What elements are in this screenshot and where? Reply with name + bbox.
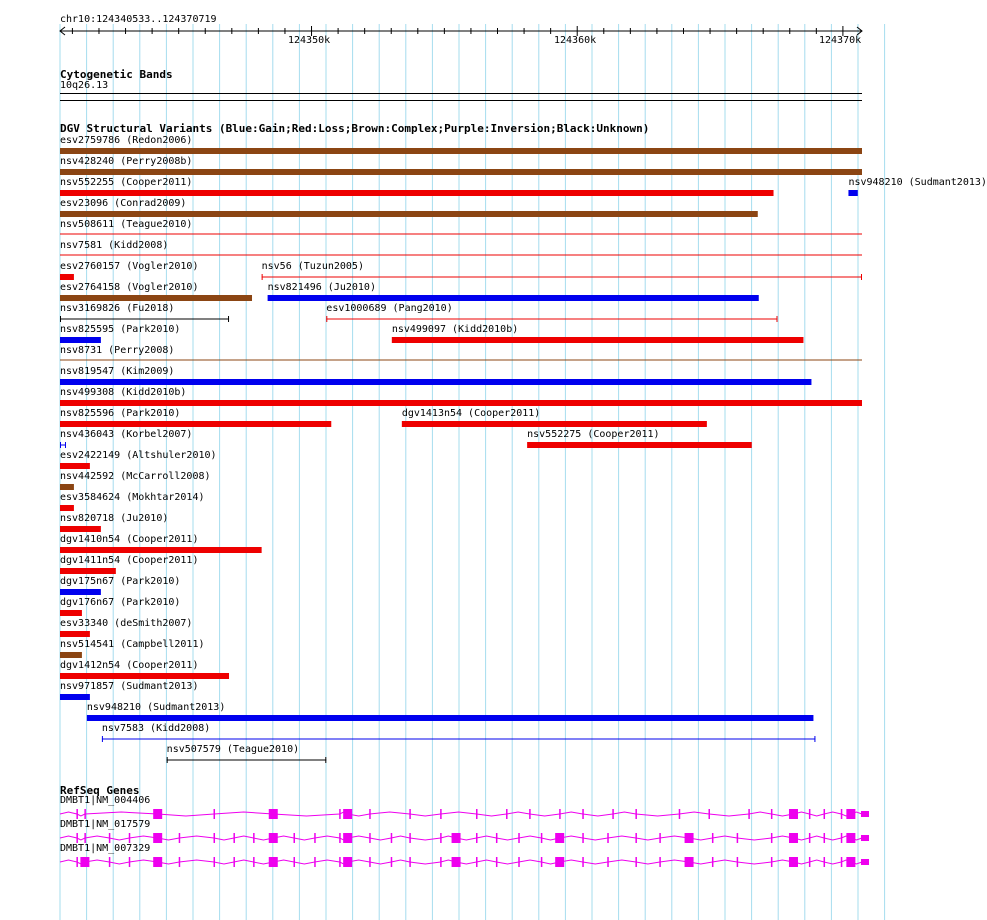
gene-exon-block[interactable] [269,809,278,819]
gene-exon-tick[interactable] [679,809,681,819]
gene-exon-block[interactable] [789,833,798,843]
ruler-tick-label: 124350k [288,35,331,46]
gene-exon-block[interactable] [555,857,564,867]
gene-exon-tick[interactable] [771,857,773,867]
gene-exon-tick[interactable] [84,809,86,819]
gene-exon-tick[interactable] [712,857,714,867]
gene-exon-tick[interactable] [635,809,637,819]
gene-exon-tick[interactable] [771,809,773,819]
dgv-feature-label[interactable]: nsv499308 (Kidd2010b) [60,387,187,398]
gene-exon-tick[interactable] [541,857,543,867]
gene-exon-tick[interactable] [214,833,216,843]
dgv-feature-label[interactable]: nsv820718 (Ju2010) [60,513,169,524]
gene-exon-tick[interactable] [496,833,498,843]
gene-exon-block[interactable] [846,833,855,843]
gene-exon-tick[interactable] [339,833,341,843]
gene-exon-tick[interactable] [339,809,341,819]
dgv-feature-label[interactable]: nsv514541 (Campbell2011) [60,639,205,650]
dgv-feature-label[interactable]: dgv1412n54 (Cooper2011) [60,660,199,671]
gene-exon-tick[interactable] [518,833,520,843]
gene-exon-tick[interactable] [824,833,826,843]
gene-exon-tick[interactable] [253,833,255,843]
gene-exon-block[interactable] [789,857,798,867]
gene-exon-tick[interactable] [607,833,609,843]
gene-exon-block[interactable] [269,833,278,843]
gene-exon-tick[interactable] [529,809,531,819]
gene-exon-tick[interactable] [476,809,478,819]
gene-exon-block[interactable] [555,833,564,843]
dgv-feature-label[interactable]: dgv1411n54 (Cooper2011) [60,555,199,566]
gene-exon-tick[interactable] [253,857,255,867]
gene-end-cap [861,859,869,865]
gene-exon-tick[interactable] [214,809,216,819]
gene-exon-block[interactable] [846,857,855,867]
dgv-feature-label[interactable]: esv23096 (Conrad2009) [60,198,187,209]
dgv-feature-label[interactable]: nsv971857 (Sudmant2013) [60,681,199,692]
refseq-gene-label[interactable]: DMBT1|NM_007329 [60,843,151,854]
dgv-feature-label[interactable]: esv2764158 (Vogler2010) [60,282,199,293]
dgv-feature-label[interactable]: dgv1410n54 (Cooper2011) [60,534,199,545]
gene-exon-tick[interactable] [824,809,826,819]
cytoband-track-title[interactable]: Cytogenetic Bands [60,68,173,81]
gene-exon-tick[interactable] [409,857,411,867]
refseq-gene-label[interactable]: DMBT1|NM_004406 [60,795,151,806]
gene-exon-block[interactable] [153,857,162,867]
gene-exon-block[interactable] [343,833,352,843]
dgv-feature-label[interactable]: nsv552255 (Cooper2011) [60,177,193,188]
gene-exon-tick[interactable] [409,833,411,843]
gene-exon-tick[interactable] [440,833,442,843]
dgv-feature-label[interactable]: dgv1413n54 (Cooper2011) [401,408,541,419]
gene-exon-tick[interactable] [179,833,181,843]
gene-exon-tick[interactable] [496,857,498,867]
gene-exon-tick[interactable] [391,833,393,843]
ruler-tick-label: 124370k [819,35,862,46]
gene-exon-tick[interactable] [635,833,637,843]
dgv-feature-label[interactable]: nsv3169826 (Fu2018) [60,303,175,314]
gene-exon-tick[interactable] [712,833,714,843]
gene-exon-tick[interactable] [369,833,371,843]
dgv-feature-label[interactable]: esv3584624 (Mokhtar2014) [60,492,205,503]
dgv-feature-label[interactable]: nsv825595 (Park2010) [60,324,181,335]
dgv-feature-label[interactable]: esv2422149 (Altshuler2010) [60,450,217,461]
gene-exon-tick[interactable] [233,833,235,843]
dgv-feature-label[interactable]: nsv7581 (Kidd2008) [60,240,169,251]
gene-exon-tick[interactable] [476,833,478,843]
dgv-feature-label[interactable]: nsv825596 (Park2010) [60,408,181,419]
gene-exon-tick[interactable] [506,809,508,819]
gene-exon-tick[interactable] [612,809,614,819]
gene-exon-tick[interactable] [476,857,478,867]
gene-end-cap [861,835,869,841]
gene-exon-block[interactable] [343,857,352,867]
gene-exon-tick[interactable] [582,833,584,843]
gene-exon-tick[interactable] [409,809,411,819]
gene-exon-block[interactable] [153,833,162,843]
gene-exon-tick[interactable] [214,857,216,867]
gene-exon-block[interactable] [846,809,855,819]
gene-exon-tick[interactable] [84,833,86,843]
gene-exon-tick[interactable] [339,857,341,867]
gene-exon-block[interactable] [153,809,162,819]
dgv-feature-label[interactable]: esv2759786 (Redon2006) [60,135,193,146]
gene-exon-tick[interactable] [440,809,442,819]
gene-exon-tick[interactable] [129,833,131,843]
gene-exon-block[interactable] [685,833,694,843]
dgv-feature-label[interactable]: nsv819547 (Kim2009) [60,366,175,377]
gene-exon-tick[interactable] [541,833,543,843]
dgv-feature-label[interactable]: nsv948210 (Sudmant2013) [848,177,987,188]
gene-exon-block[interactable] [452,857,461,867]
gene-exon-tick[interactable] [76,833,78,843]
gene-exon-tick[interactable] [559,809,561,819]
gene-exon-tick[interactable] [109,857,111,867]
gene-exon-tick[interactable] [659,833,661,843]
dgv-feature-label[interactable]: nsv436043 (Korbel2007) [60,429,193,440]
gene-exon-tick[interactable] [518,857,520,867]
dgv-feature-label[interactable]: nsv507579 (Teague2010) [166,744,300,755]
gene-exon-tick[interactable] [293,857,295,867]
dgv-feature-label[interactable]: nsv428240 (Perry2008b) [60,156,193,167]
gene-exon-tick[interactable] [737,857,739,867]
dgv-feature-label[interactable]: esv2760157 (Vogler2010) [60,261,199,272]
gene-exon-tick[interactable] [708,809,710,819]
gene-exon-block[interactable] [452,833,461,843]
gene-exon-tick[interactable] [369,809,371,819]
gene-exon-tick[interactable] [314,833,316,843]
ruler-tick-label: 124360k [554,35,597,46]
gene-exon-tick[interactable] [748,809,750,819]
gene-exon-tick[interactable] [737,833,739,843]
dgv-feature-label[interactable]: dgv175n67 (Park2010) [60,576,181,587]
gene-intron-line [60,860,862,864]
gene-exon-tick[interactable] [607,857,609,867]
gene-end-cap [861,811,869,817]
gene-exon-tick[interactable] [109,833,111,843]
gene-exon-tick[interactable] [771,833,773,843]
gene-exon-tick[interactable] [440,857,442,867]
dgv-track-title[interactable]: DGV Structural Variants (Blue:Gain;Red:Loss;Brown:Complex;Purple:Inversion;Black:Unknown) [60,122,650,135]
dgv-feature-label[interactable]: nsv948210 (Sudmant2013) [86,702,226,713]
dgv-feature-label[interactable]: nsv552275 (Cooper2011) [527,429,660,440]
gene-exon-tick[interactable] [809,833,811,843]
gene-exon-tick[interactable] [391,857,393,867]
gene-exon-tick[interactable] [809,857,811,867]
refseq-gene-label[interactable]: DMBT1|NM_017579 [60,819,151,830]
gene-exon-tick[interactable] [293,833,295,843]
gene-intron-line [60,812,862,816]
gene-exon-tick[interactable] [233,857,235,867]
gene-exon-block[interactable] [269,857,278,867]
gene-exon-tick[interactable] [841,857,843,867]
gene-exon-tick[interactable] [841,833,843,843]
gene-exon-tick[interactable] [76,809,78,819]
dgv-feature-label[interactable]: nsv7583 (Kidd2008) [101,723,211,734]
gene-exon-tick[interactable] [841,809,843,819]
gene-exon-tick[interactable] [659,857,661,867]
dgv-feature-label[interactable]: nsv56 (Tuzun2005) [261,261,364,272]
gene-exon-tick[interactable] [369,857,371,867]
gene-intron-line [60,836,862,840]
gene-exon-tick[interactable] [582,857,584,867]
dgv-feature-label[interactable]: nsv508611 (Teague2010) [60,219,193,230]
gene-exon-tick[interactable] [129,857,131,867]
dgv-feature-label[interactable]: esv1000689 (Pang2010) [326,303,453,314]
gene-exon-block[interactable] [789,809,798,819]
dgv-feature-label[interactable]: esv33340 (deSmith2007) [60,618,193,629]
gene-exon-tick[interactable] [76,857,78,867]
gene-exon-tick[interactable] [809,809,811,819]
locus-label: chr10:124340533..124370719 [60,14,217,25]
gene-exon-tick[interactable] [635,857,637,867]
gene-exon-block[interactable] [80,857,89,867]
gene-exon-block[interactable] [685,857,694,867]
dgv-feature-label[interactable]: nsv8731 (Perry2008) [60,345,175,356]
dgv-feature-label[interactable]: dgv176n67 (Park2010) [60,597,181,608]
gene-exon-tick[interactable] [824,857,826,867]
gene-exon-tick[interactable] [582,809,584,819]
refseq-track-title[interactable]: RefSeq Genes [60,784,140,797]
gene-exon-tick[interactable] [179,857,181,867]
dgv-feature-label[interactable]: nsv821496 (Ju2010) [267,282,376,293]
dgv-feature-label[interactable]: nsv442592 (McCarroll2008) [60,471,211,482]
dgv-feature-label[interactable]: nsv499097 (Kidd2010b) [391,324,519,335]
cytoband-label: 10q26.13 [60,80,109,91]
gene-exon-block[interactable] [343,809,352,819]
gene-exon-tick[interactable] [314,857,316,867]
